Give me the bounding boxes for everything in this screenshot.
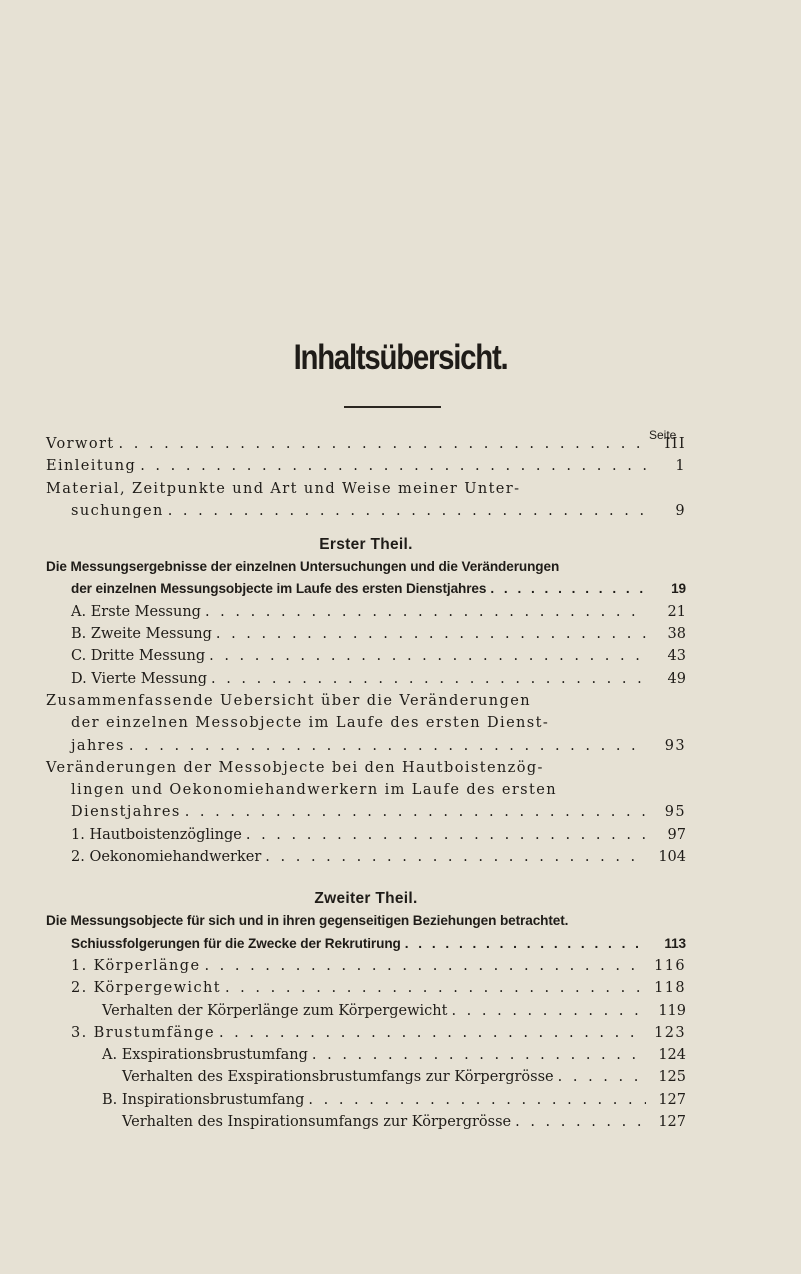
toc-entry-label: Verhalten des Exspirationsbrustumfangs zur Körpergrösse (122, 1069, 554, 1086)
toc-entry (46, 1047, 686, 1069)
toc-entry (46, 581, 686, 603)
toc-page-number: 97 (667, 826, 686, 843)
toc-entry-label: Vorwort (46, 436, 115, 452)
toc-page-number: III (664, 436, 686, 452)
toc-page-number: 43 (667, 648, 686, 665)
toc-entry-label: suchungen (71, 502, 164, 519)
toc-entry-label: 3. Brustumfänge (71, 1024, 215, 1041)
leader-dots (221, 980, 646, 996)
toc-page-number: 49 (667, 670, 686, 687)
toc-entry-label: der einzelnen Messobjecte im Laufe des ersten Dienst- (71, 715, 550, 732)
toc-entry-label: 2. Körpergewicht (71, 980, 221, 997)
table-of-contents (46, 436, 686, 1136)
toc-entry-label: Material, Zeitpunkte und Art und Weise meiner Unter- (46, 480, 521, 497)
leader-dots (201, 604, 646, 620)
leader-dots (511, 1114, 646, 1130)
toc-page-number: 9 (675, 502, 686, 519)
toc-entry (46, 913, 686, 935)
toc-entry (46, 1003, 686, 1025)
toc-entry-label: Einleitung (46, 458, 137, 475)
leader-dots (164, 503, 646, 519)
toc-page-number: 1 (675, 458, 686, 475)
toc-entry (46, 648, 686, 670)
title-divider (344, 406, 441, 408)
leader-dots (205, 648, 646, 664)
leader-dots (261, 849, 646, 865)
toc-page-number: 38 (667, 626, 686, 643)
leader-dots (125, 738, 646, 754)
toc-entry-label: 2. Oekonomiehandwerker (71, 849, 262, 866)
toc-entry (46, 604, 686, 626)
leader-dots (486, 581, 646, 596)
leader-dots (242, 827, 646, 843)
toc-entry-label: Die Messungsergebnisse der einzelnen Untersuchungen und die Veränderungen (46, 559, 560, 575)
toc-page-number: 93 (664, 737, 686, 754)
toc-entry (46, 671, 686, 693)
toc-entry-label: Schiussfolgerungen für die Zwecke der Rekrutirung (71, 935, 401, 951)
leader-dots (447, 1003, 646, 1019)
toc-entry (46, 481, 686, 503)
toc-entry-label: Verhalten der Körperlänge zum Körpergewicht (102, 1002, 448, 1019)
toc-entry (46, 503, 686, 525)
toc-entry-label: jahres (71, 737, 125, 754)
page-title: Inhaltsübersicht. (293, 338, 508, 377)
leader-dots (181, 804, 646, 820)
section-heading: Zweiter Theil. (314, 890, 418, 908)
leader-dots (401, 936, 646, 951)
toc-entry-label: Dienstjahres (71, 804, 181, 821)
toc-entry-label: 1. Hautboistenzöglinge (71, 826, 242, 843)
toc-page-number: 127 (658, 1114, 686, 1131)
toc-entry-label: 1. Körperlänge (71, 957, 201, 974)
toc-page-number: 95 (664, 804, 686, 821)
toc-page-number: 104 (658, 849, 686, 866)
toc-entry-label: Die Messungsobjecte für sich und in ihren gegenseitigen Beziehungen betrachtet. (46, 913, 569, 929)
toc-entry (46, 1025, 686, 1047)
toc-entry-label: Veränderungen der Messobjecte bei den Hautboistenzög- (46, 759, 544, 776)
leader-dots (207, 671, 646, 687)
leader-dots (304, 1092, 646, 1108)
toc-entry (46, 559, 686, 581)
toc-entry (46, 1092, 686, 1114)
leader-dots (554, 1069, 646, 1085)
section-heading: Erster Theil. (319, 536, 413, 554)
toc-page-number: 116 (654, 957, 686, 974)
toc-entry-label: Verhalten des Inspirationsumfangs zur Körpergrösse (122, 1114, 512, 1131)
leader-dots (308, 1047, 646, 1063)
toc-entry (46, 715, 686, 737)
toc-page-number: 124 (658, 1047, 686, 1064)
toc-page-number: 21 (667, 603, 686, 620)
toc-page-number: 118 (654, 980, 686, 997)
toc-page-number: 19 (671, 581, 686, 597)
leader-dots (215, 1025, 646, 1041)
toc-entry (46, 936, 686, 958)
toc-entry (46, 760, 686, 782)
toc-entry (46, 458, 686, 480)
toc-page-number: 125 (658, 1069, 686, 1086)
toc-entry-label: A. Exspirationsbrustumfang (102, 1047, 308, 1064)
toc-entry (46, 436, 686, 458)
page-column-label: Seite (649, 428, 677, 442)
toc-entry (46, 849, 686, 871)
toc-page-number: 119 (658, 1002, 686, 1019)
toc-page-number: 113 (664, 935, 686, 951)
toc-entry-label: B. Zweite Messung (71, 626, 212, 643)
toc-entry-label: D. Vierte Messung (71, 670, 207, 687)
toc-entry (46, 738, 686, 760)
leader-dots (212, 626, 646, 642)
toc-entry (46, 958, 686, 980)
leader-dots (115, 436, 646, 452)
leader-dots (136, 458, 646, 474)
toc-entry (46, 626, 686, 648)
toc-entry (46, 693, 686, 715)
section-gap (46, 871, 686, 879)
leader-dots (200, 958, 646, 974)
toc-entry (46, 782, 686, 804)
toc-entry (46, 1069, 686, 1091)
toc-entry (46, 804, 686, 826)
toc-entry (46, 980, 686, 1002)
toc-entry-label: B. Inspirationsbrustumfang (102, 1091, 305, 1108)
toc-entry-label: A. Erste Messung (71, 603, 201, 620)
toc-entry (46, 1114, 686, 1136)
toc-entry-label: lingen und Oekonomiehandwerkern im Laufe des ersten (71, 782, 557, 799)
toc-entry-label: der einzelnen Messungsobjecte im Laufe des ersten Dienstjahres (71, 581, 487, 597)
toc-entry-label: Zusammenfassende Uebersicht über die Veränderungen (46, 692, 531, 709)
toc-entry-label: C. Dritte Messung (71, 648, 206, 665)
toc-entry (46, 827, 686, 849)
toc-page-number: 123 (654, 1024, 686, 1041)
toc-page-number: 127 (658, 1091, 686, 1108)
